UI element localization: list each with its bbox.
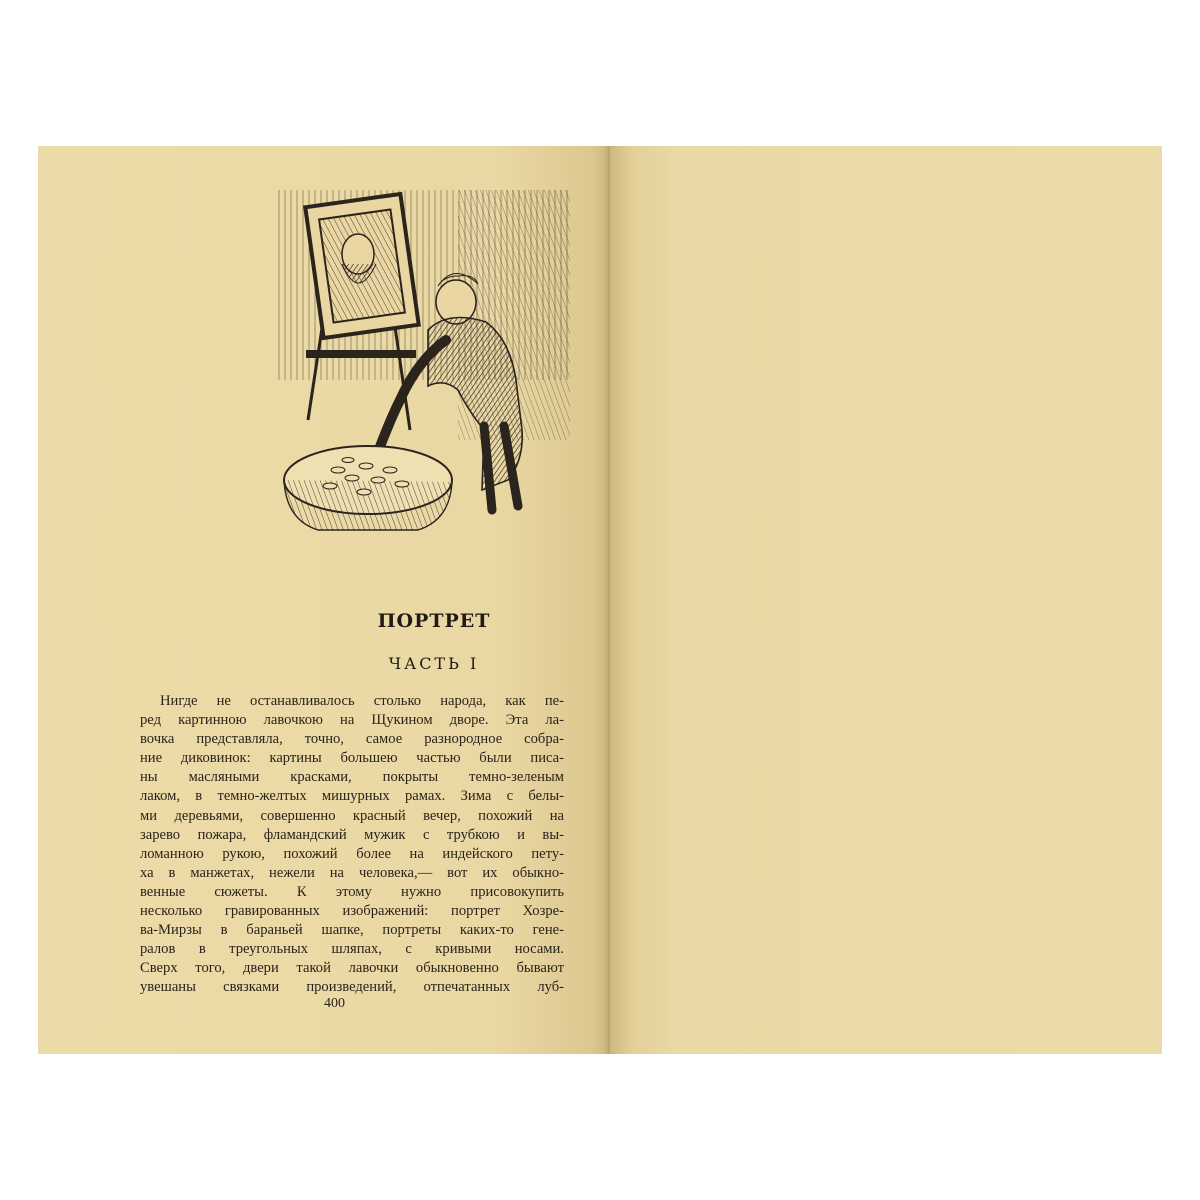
text-line: ми деревьями, совершенно красный вечер, похожий на [140,807,564,824]
text-line: ва-Мирзы в бараньей шапке, портреты каких-то гене- [140,922,564,939]
open-book [38,146,1162,1054]
text-line: вочка представляла, точно, самое разнородное собра- [140,731,564,748]
text-line: зарево пожара, фламандский мужик с трубкою и вы- [140,826,564,843]
text-line: Сверх того, двери такой лавочки обыкновенно бывают [140,960,564,977]
text-line: Нигде не останавливалось столько народа, как пе- [160,693,564,709]
text-line: лаком, в темно-желтых мишурных рамах. Зима с белы- [140,788,564,805]
text-line: венные сюжеты. К этому нужно присовокупить [140,883,564,900]
text-line: ломанною рукою, похожий более на индейского пету- [140,845,564,862]
text-line: ние диковинок: картины большею частью были писа- [140,750,564,767]
left-page-text [140,692,564,998]
portrait-illustration [278,190,570,534]
part-title: ЧАСТЬ I [388,654,480,673]
text-line: ред картинною лавочкою на Щукином дворе. Эта ла- [140,712,564,729]
text-line: увешаны связками произведений, отпечатанных луб- [140,979,564,996]
text-line: ны масляными красками, покрыты темно-зеленым [140,769,564,786]
text-line: ха в манжетах, нежели на человека,— вот их обыкно- [140,864,564,881]
engraving-artist-with-portrait [278,190,570,534]
text-line: ралов в треугольных шляпах, с кривыми носами. [140,941,564,958]
right-page [610,146,1162,1054]
text-line: несколько гравированных изображений: портрет Хозре- [140,903,564,920]
page-number-left: 400 [324,996,345,1011]
left-page [38,146,610,1054]
story-title: ПОРТРЕТ [377,610,491,632]
